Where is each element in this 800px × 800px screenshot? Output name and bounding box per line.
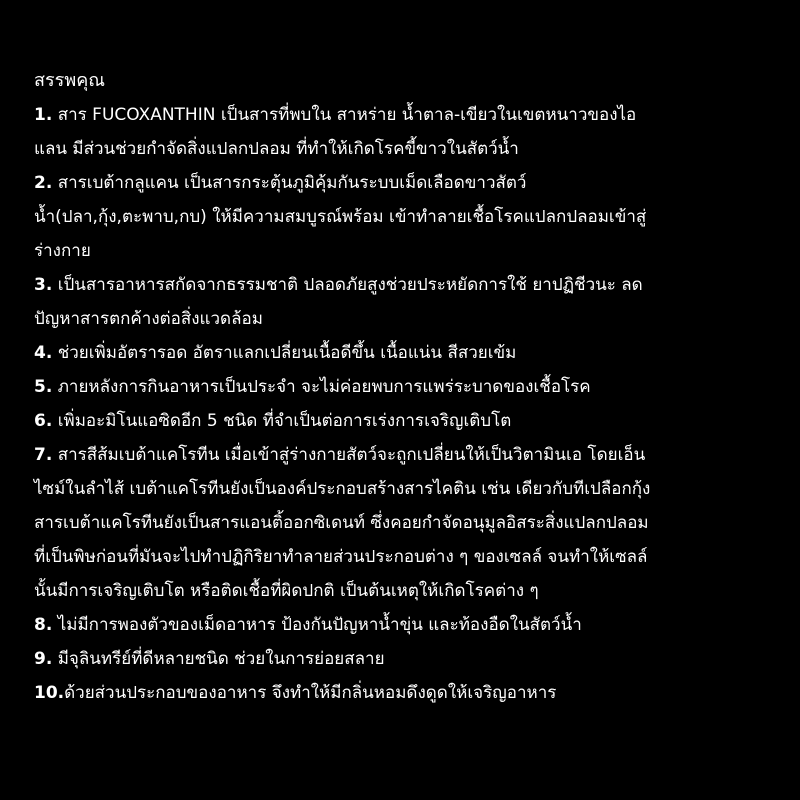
item-9-line-1 <box>34 642 774 676</box>
item-7-line-3 <box>34 506 774 540</box>
item-10-number: 10. <box>34 683 65 703</box>
item-5-line-1 <box>34 370 774 404</box>
item-3-number: 3. <box>34 275 53 295</box>
item-7-text-1: สารสีส้มเบต้าแคโรทีน เมื่อเข้าสู่ร่างกายสัตว์จะถูกเปลี่ยนให้เป็นวิตามินเอ โดยเอ็น <box>57 445 646 465</box>
item-3-line-2 <box>34 302 774 336</box>
item-5-text-1: ภายหลังการกินอาหารเป็นประจำ จะไม่ค่อยพบการแพร่ระบาดของเชื้อโรค <box>57 377 591 397</box>
item-2-number: 2. <box>34 173 53 193</box>
item-6-number: 6. <box>34 411 53 431</box>
item-2-text-3: ร่างกาย <box>34 241 91 261</box>
item-7-text-5: นั้นมีการเจริญเติบโต หรือติดเชื้อที่ผิดปกติ เป็นต้นเหตุให้เกิดโรคต่าง ๆ <box>34 581 539 601</box>
item-4-number: 4. <box>34 343 53 363</box>
item-4-text-1: ช่วยเพิ่มอัตรารอด อัตราแลกเปลี่ยนเนื้อดีขึ้น เนื้อแน่น สีสวยเข้ม <box>57 343 517 363</box>
item-7-line-1 <box>34 438 774 472</box>
item-1-text-1: สาร FUCOXANTHIN เป็นสารที่พบใน สาหร่าย น้ำตาล-เขียวในเขตหนาวของไอ <box>57 105 637 125</box>
item-1-text-2: แลน มีส่วนช่วยกำจัดสิ่งแปลกปลอม ที่ทำให้เกิดโรคขี้ขาวในสัตว์น้ำ <box>34 139 519 159</box>
item-2-line-3 <box>34 234 774 268</box>
item-9-number: 9. <box>34 649 53 669</box>
item-7-line-4 <box>34 540 774 574</box>
item-2-line-2 <box>34 200 774 234</box>
item-3-line-1 <box>34 268 774 302</box>
item-1-line-2 <box>34 132 774 166</box>
benefits-text-block <box>34 64 774 710</box>
item-7-number: 7. <box>34 445 53 465</box>
item-5-number: 5. <box>34 377 53 397</box>
item-7-text-2: ไซม์ในลำไส้ เบต้าแคโรทีนยังเป็นองค์ประกอบสร้างสารไคติน เช่น เดียวกับทีเปลือกกุ้ง <box>34 479 651 499</box>
item-3-text-1: เป็นสารอาหารสกัดจากธรรมชาติ ปลอดภัยสูงช่วยประหยัดการใช้ ยาปฏิชีวนะ ลด <box>57 275 643 295</box>
item-7-line-2 <box>34 472 774 506</box>
item-7-text-3: สารเบต้าแคโรทีนยังเป็นสารแอนติ้ออกซิเดนท์ ซึ่งคอยกำจัดอนุมูลอิสระสิ่งแปลกปลอม <box>34 513 649 533</box>
item-1-line-1 <box>34 98 774 132</box>
item-8-text-1: ไม่มีการพองตัวของเม็ดอาหาร ป้องกันปัญหาน้ำขุ่น และท้องอืดในสัตว์น้ำ <box>57 615 582 635</box>
item-7-line-5 <box>34 574 774 608</box>
item-2-text-1: สารเบต้ากลูแคน เป็นสารกระตุ้นภูมิคุ้มกันระบบเม็ดเลือดขาวสัตว์ <box>57 173 527 193</box>
item-2-text-2: น้ำ(ปลา,กุ้ง,ตะพาบ,กบ) ให้มีความสมบูรณ์พร้อม เข้าทำลายเชื้อโรคแปลกปลอมเข้าสู่ <box>34 207 647 227</box>
item-7-text-4: ที่เป็นพิษก่อนที่มันจะไปทำปฏิกิริยาทำลายส่วนประกอบต่าง ๆ ของเซลล์ จนทำให้เซลล์ <box>34 547 648 567</box>
item-6-text-1: เพิ่มอะมิโนแอซิดอีก 5 ชนิด ที่จำเป็นต่อการเร่งการเจริญเติบโต <box>57 411 512 431</box>
item-2-line-1 <box>34 166 774 200</box>
item-9-text-1: มีจุลินทรีย์ที่ดีหลายชนิด ช่วยในการย่อยสลาย <box>57 649 385 669</box>
item-10-line-1 <box>34 676 774 710</box>
item-6-line-1 <box>34 404 774 438</box>
item-3-text-2: ปัญหาสารตกค้างต่อสิ่งแวดล้อม <box>34 309 263 329</box>
section-heading: สรรพคุณ <box>34 70 105 91</box>
item-8-line-1 <box>34 608 774 642</box>
item-10-text-1: ด้วยส่วนประกอบของอาหาร จึงทำให้มีกลิ่นหอมดึงดูดให้เจริญอาหาร <box>64 683 557 703</box>
item-1-number: 1. <box>34 105 53 125</box>
item-8-number: 8. <box>34 615 53 635</box>
item-4-line-1 <box>34 336 774 370</box>
